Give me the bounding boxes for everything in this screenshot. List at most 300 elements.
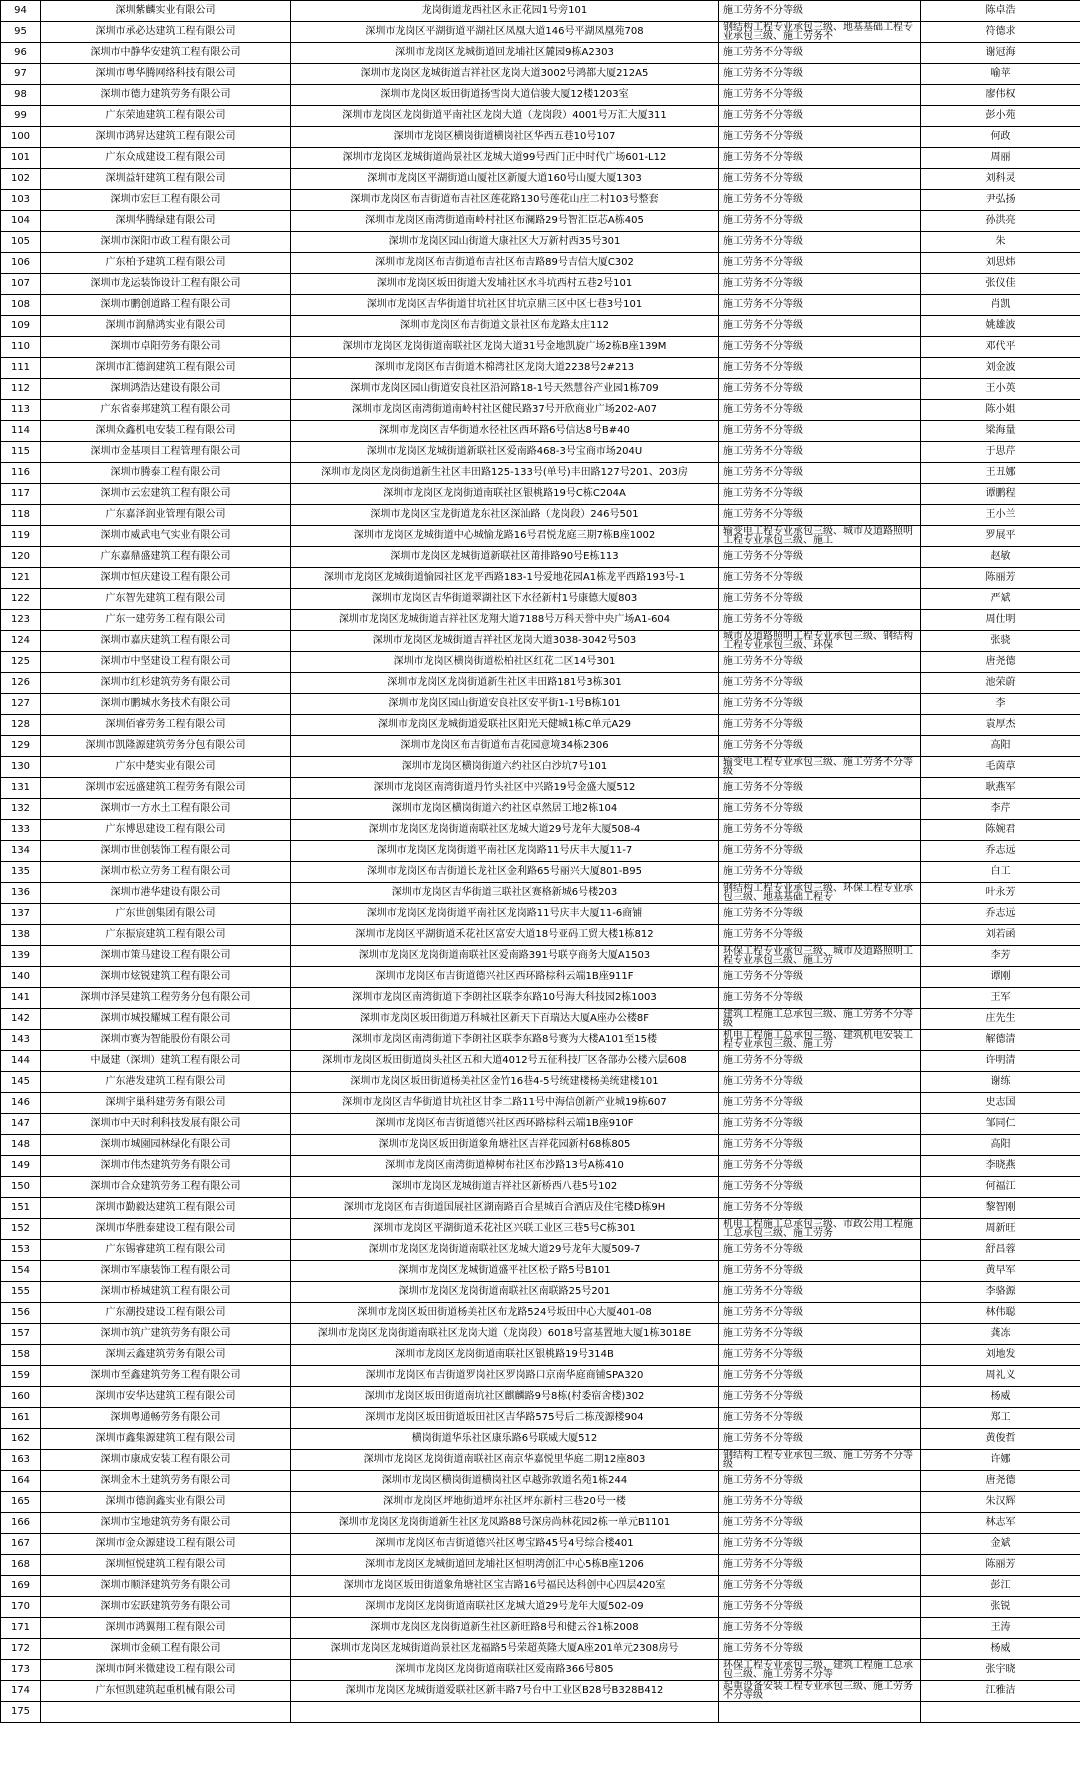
qualification-cell: 钢结构工程专业承包三级、地基基础工程专业承包三级、施工劳务不: [719, 22, 921, 43]
qualification-cell: 施工劳务不分等级: [719, 1366, 921, 1387]
qualification-cell: 施工劳务不分等级: [719, 1639, 921, 1660]
qualification-cell: 施工劳务不分等级: [719, 673, 921, 694]
address-cell: 横岗街道华乐社区康乐路6号联威大厦512: [291, 1429, 719, 1450]
company-name-cell: 深圳市红杉建筑劳务有限公司: [41, 673, 291, 694]
table-row: [1, 1681, 1080, 1702]
company-name-cell: 深圳华腾绿建有限公司: [41, 211, 291, 232]
contact-person-cell: 尹弘扬: [921, 190, 1080, 211]
qualification-cell: 施工劳务不分等级: [719, 1513, 921, 1534]
contact-person-cell: 刘科灵: [921, 169, 1080, 190]
row-number-cell: 144: [1, 1051, 41, 1072]
contact-person-cell: 白工: [921, 862, 1080, 883]
table-row: [1, 820, 1080, 841]
contact-person-cell: 周礼义: [921, 1366, 1080, 1387]
table-row: [1, 1345, 1080, 1366]
company-name-cell: 广东荣迪建筑工程有限公司: [41, 106, 291, 127]
address-cell: [291, 1702, 719, 1723]
qualification-cell: 施工劳务不分等级: [719, 694, 921, 715]
contact-person-cell: 刘金波: [921, 358, 1080, 379]
qualification-cell: 施工劳务不分等级: [719, 1261, 921, 1282]
table-row: [1, 1093, 1080, 1114]
qualification-cell: 施工劳务不分等级: [719, 778, 921, 799]
table-row: [1, 715, 1080, 736]
qualification-cell: 机电工程施工总承包三级、建筑机电安装工程专业承包三级、施工劳: [719, 1030, 921, 1051]
company-name-cell: 深圳市港华建设有限公司: [41, 883, 291, 904]
qualification-cell: 施工劳务不分等级: [719, 1597, 921, 1618]
row-number-cell: 105: [1, 232, 41, 253]
company-name-cell: 广东博思建设工程有限公司: [41, 820, 291, 841]
row-number-cell: 150: [1, 1177, 41, 1198]
address-cell: 深圳市龙岗区坪地街道坪东社区坪东新村三巷20号一楼: [291, 1492, 719, 1513]
contact-person-cell: 李晓燕: [921, 1156, 1080, 1177]
address-cell: 深圳市龙岗区吉华街道翠湖社区下水径新村1号康德大厦803: [291, 589, 719, 610]
address-cell: 深圳市龙岗区南湾街道南岭村社区健民路37号开欣商业广场202-A07: [291, 400, 719, 421]
row-number-cell: 153: [1, 1240, 41, 1261]
address-cell: 深圳市龙岗区布吉街道布吉花园意境34栋2306: [291, 736, 719, 757]
company-name-cell: 广东恒凯建筑起重机械有限公司: [41, 1681, 291, 1702]
company-name-cell: 深圳市桥城建筑工程有限公司: [41, 1282, 291, 1303]
address-cell: 深圳市龙岗区龙岗街道新生社区丰田路181号3栋301: [291, 673, 719, 694]
qualification-cell: 施工劳务不分等级: [719, 1387, 921, 1408]
row-number-cell: 111: [1, 358, 41, 379]
address-cell: 深圳市龙岗区坂田街道坂田社区吉华路575号后二栋茂源楼904: [291, 1408, 719, 1429]
qualification-cell: 施工劳务不分等级: [719, 148, 921, 169]
address-cell: 深圳市龙岗区龙城街道吉祥社区龙岗大道3002号鸿都大厦212A5: [291, 64, 719, 85]
table-row: [1, 1030, 1080, 1051]
address-cell: 深圳市龙岗区龙岗街道平南社区龙岗路11号庆丰大厦11-6商铺: [291, 904, 719, 925]
row-number-cell: 117: [1, 484, 41, 505]
contact-person-cell: 张宇晓: [921, 1660, 1080, 1681]
contact-person-cell: 李芳: [921, 946, 1080, 967]
address-cell: 深圳市龙岗区平湖街道平湖社区凤凰大道146号平湖凤凰苑708: [291, 22, 719, 43]
table-row: [1, 1429, 1080, 1450]
row-number-cell: 148: [1, 1135, 41, 1156]
contact-person-cell: 孙洪亮: [921, 211, 1080, 232]
table-row: [1, 316, 1080, 337]
address-cell: 深圳市龙岗区龙岗街道南联社区龙岗大道31号金地凯旋广场2栋B座139M: [291, 337, 719, 358]
address-cell: 深圳市龙岗区龙岗街道新生社区新旺路8号和健云谷1栋2008: [291, 1618, 719, 1639]
qualification-cell: 建筑工程施工总承包三级、施工劳务不分等级: [719, 1009, 921, 1030]
qualification-cell: 施工劳务不分等级: [719, 1093, 921, 1114]
qualification-cell: 施工劳务不分等级: [719, 400, 921, 421]
table-row: [1, 1471, 1080, 1492]
table-row: [1, 1576, 1080, 1597]
row-number-cell: 169: [1, 1576, 41, 1597]
row-number-cell: 142: [1, 1009, 41, 1030]
address-cell: 深圳市龙岗区吉华街道甘坑社区甘李二路11号中海信创新产业城19栋607: [291, 1093, 719, 1114]
qualification-cell: 施工劳务不分等级: [719, 379, 921, 400]
qualification-cell: 施工劳务不分等级: [719, 1534, 921, 1555]
company-name-cell: 深圳市宏跃建筑劳务有限公司: [41, 1597, 291, 1618]
company-name-cell: 广东港发建筑工程有限公司: [41, 1072, 291, 1093]
address-cell: 深圳市龙岗区布吉街道德兴社区西环路棕科云端1B座911F: [291, 967, 719, 988]
address-cell: 深圳市龙岗区南湾街道丹竹头社区中兴路19号金盛大厦512: [291, 778, 719, 799]
row-number-cell: 155: [1, 1282, 41, 1303]
table-row: [1, 1555, 1080, 1576]
qualification-cell: 施工劳务不分等级: [719, 442, 921, 463]
company-name-cell: [41, 1702, 291, 1723]
company-name-cell: 深圳市策马建设工程有限公司: [41, 946, 291, 967]
company-name-cell: 广东省泰邦建筑工程有限公司: [41, 400, 291, 421]
table-row: [1, 736, 1080, 757]
qualification-cell: 施工劳务不分等级: [719, 85, 921, 106]
table-row: [1, 904, 1080, 925]
address-cell: 深圳市龙岗区坂田街道扬雪岗大道信骏大厦12楼1203室: [291, 85, 719, 106]
company-name-cell: 深圳市德力建筑劳务有限公司: [41, 85, 291, 106]
contact-person-cell: 于思芹: [921, 442, 1080, 463]
table-row: [1, 484, 1080, 505]
row-number-cell: 115: [1, 442, 41, 463]
company-name-cell: 深圳市赛为智能股份有限公司: [41, 1030, 291, 1051]
table-row: [1, 22, 1080, 43]
row-number-cell: 107: [1, 274, 41, 295]
qualification-cell: 施工劳务不分等级: [719, 274, 921, 295]
row-number-cell: 110: [1, 337, 41, 358]
address-cell: 深圳市龙岗区布吉街道德兴社区西环路棕科云端1B座910F: [291, 1114, 719, 1135]
row-number-cell: 138: [1, 925, 41, 946]
table-row: [1, 1156, 1080, 1177]
address-cell: 深圳市龙岗区龙岗街道南联社区龙岗大道（龙岗段）6018号富基置地大厦1栋3018E: [291, 1324, 719, 1345]
contact-person-cell: 舒昌蓉: [921, 1240, 1080, 1261]
company-name-cell: 深圳市金基项目工程管理有限公司: [41, 442, 291, 463]
address-cell: 深圳市龙岗区坂田街道象角塘社区宝吉路16号福民达科创中心四层420室: [291, 1576, 719, 1597]
contact-person-cell: 耿燕军: [921, 778, 1080, 799]
table-row: [1, 1219, 1080, 1240]
row-number-cell: 125: [1, 652, 41, 673]
table-row: [1, 1492, 1080, 1513]
contact-person-cell: 彭江: [921, 1576, 1080, 1597]
table-row: [1, 232, 1080, 253]
row-number-cell: 118: [1, 505, 41, 526]
address-cell: 深圳市龙岗区布吉街道长龙社区金利路65号丽兴大厦801-B95: [291, 862, 719, 883]
contact-person-cell: 陈丽芳: [921, 1555, 1080, 1576]
row-number-cell: 127: [1, 694, 41, 715]
company-name-cell: 深圳市凯隆源建筑劳务分包有限公司: [41, 736, 291, 757]
company-name-cell: 深圳市鹏城水务技术有限公司: [41, 694, 291, 715]
contact-person-cell: 邓代平: [921, 337, 1080, 358]
qualification-cell: 施工劳务不分等级: [719, 1471, 921, 1492]
address-cell: 深圳市龙岗区龙岗街道新生社区丰田路125-133号(单号)丰田路127号201、203房: [291, 463, 719, 484]
qualification-cell: 钢结构工程专业承包三级、施工劳务不分等级: [719, 1450, 921, 1471]
qualification-cell: 施工劳务不分等级: [719, 967, 921, 988]
contact-person-cell: 刘地发: [921, 1345, 1080, 1366]
company-name-cell: 深圳佰睿劳务工程有限公司: [41, 715, 291, 736]
row-number-cell: 173: [1, 1660, 41, 1681]
row-number-cell: 164: [1, 1471, 41, 1492]
table-row: [1, 652, 1080, 673]
row-number-cell: 143: [1, 1030, 41, 1051]
company-name-cell: 广东中楚实业有限公司: [41, 757, 291, 778]
table-row: [1, 694, 1080, 715]
table-row: [1, 85, 1080, 106]
contact-person-cell: 王小英: [921, 379, 1080, 400]
table-row: [1, 1450, 1080, 1471]
company-name-cell: 深圳市宏远盛建筑工程劳务有限公司: [41, 778, 291, 799]
row-number-cell: 151: [1, 1198, 41, 1219]
company-name-cell: 深圳市宝地建筑劳务有限公司: [41, 1513, 291, 1534]
contact-person-cell: 刘思炜: [921, 253, 1080, 274]
contact-person-cell: 朱汉辉: [921, 1492, 1080, 1513]
company-name-cell: 深圳市中静华安建筑工程有限公司: [41, 43, 291, 64]
row-number-cell: 172: [1, 1639, 41, 1660]
qualification-cell: [719, 1702, 921, 1723]
table-row: [1, 211, 1080, 232]
row-number-cell: 96: [1, 43, 41, 64]
address-cell: 深圳市龙岗区南湾街道下李朗社区联李东路8号赛为大楼A101至15楼: [291, 1030, 719, 1051]
company-name-cell: 深圳市恒庆建设工程有限公司: [41, 568, 291, 589]
row-number-cell: 104: [1, 211, 41, 232]
company-name-cell: 深圳市德润鑫实业有限公司: [41, 1492, 291, 1513]
company-name-cell: 深圳市润鼎鸿实业有限公司: [41, 316, 291, 337]
row-number-cell: 167: [1, 1534, 41, 1555]
address-cell: 深圳市龙岗区布吉街道木棉湾社区龙岗大道2238号2#213: [291, 358, 719, 379]
contact-person-cell: 张仪佳: [921, 274, 1080, 295]
row-number-cell: 132: [1, 799, 41, 820]
contact-person-cell: 池荣蔚: [921, 673, 1080, 694]
qualification-cell: 施工劳务不分等级: [719, 127, 921, 148]
address-cell: 深圳市龙岗区龙城街道盛平社区松子路5号B101: [291, 1261, 719, 1282]
table-row: [1, 841, 1080, 862]
qualification-cell: 施工劳务不分等级: [719, 1240, 921, 1261]
contact-person-cell: 史志国: [921, 1093, 1080, 1114]
address-cell: 深圳市龙岗区横岗街道六约社区白沙坑7号101: [291, 757, 719, 778]
table-row: [1, 1324, 1080, 1345]
company-name-cell: 广东潮投建设工程有限公司: [41, 1303, 291, 1324]
qualification-cell: 施工劳务不分等级: [719, 1618, 921, 1639]
address-cell: 深圳市龙岗区龙岗街道南联社区爱南路391号联亨商务大厦A1503: [291, 946, 719, 967]
address-cell: 深圳市龙岗区龙岗街道南联社区龙城大道29号龙年大厦502-09: [291, 1597, 719, 1618]
qualification-cell: 施工劳务不分等级: [719, 547, 921, 568]
company-name-cell: 深圳市康成安装工程有限公司: [41, 1450, 291, 1471]
qualification-cell: 施工劳务不分等级: [719, 484, 921, 505]
table-row: [1, 1660, 1080, 1681]
table-row: [1, 1240, 1080, 1261]
row-number-cell: 106: [1, 253, 41, 274]
table-row: [1, 568, 1080, 589]
contact-person-cell: 严斌: [921, 589, 1080, 610]
qualification-cell: 施工劳务不分等级: [719, 799, 921, 820]
contact-person-cell: 符德求: [921, 22, 1080, 43]
qualification-cell: 施工劳务不分等级: [719, 1156, 921, 1177]
qualification-cell: 施工劳务不分等级: [719, 736, 921, 757]
qualification-cell: 输变电工程专业承包三级、城市及道路照明工程专业承包三级、施工: [719, 526, 921, 547]
qualification-cell: 环保工程专业承包三级、建筑工程施工总承包三级、施工劳务不分等: [719, 1660, 921, 1681]
company-name-cell: 深圳市金众源建设工程有限公司: [41, 1534, 291, 1555]
address-cell: 深圳市龙岗区坂田街道杨美社区金竹16巷4-5号统建楼杨美统建楼101: [291, 1072, 719, 1093]
company-name-cell: 深圳市鸿昇达建筑工程有限公司: [41, 127, 291, 148]
company-name-cell: 深圳金木土建筑劳务有限公司: [41, 1471, 291, 1492]
qualification-cell: 钢结构工程专业承包三级、环保工程专业承包三级、地基基础工程专: [719, 883, 921, 904]
address-cell: 深圳市龙岗区龙城街道尚景社区龙福路5号荣超英隆大厦A座201单元2308房号: [291, 1639, 719, 1660]
company-name-cell: 深圳市伟杰建筑劳务有限公司: [41, 1156, 291, 1177]
row-number-cell: 109: [1, 316, 41, 337]
contact-person-cell: 邹同仁: [921, 1114, 1080, 1135]
company-name-cell: 深圳市承必达建筑工程有限公司: [41, 22, 291, 43]
qualification-cell: 施工劳务不分等级: [719, 1135, 921, 1156]
company-name-cell: 深圳市炫锐建筑工程有限公司: [41, 967, 291, 988]
row-number-cell: 163: [1, 1450, 41, 1471]
contact-person-cell: 许明清: [921, 1051, 1080, 1072]
contact-person-cell: 谢冠海: [921, 43, 1080, 64]
contact-person-cell: 许娜: [921, 1450, 1080, 1471]
row-number-cell: 126: [1, 673, 41, 694]
contact-person-cell: 叶永芳: [921, 883, 1080, 904]
table-row: [1, 1303, 1080, 1324]
row-number-cell: 133: [1, 820, 41, 841]
table-row: [1, 1114, 1080, 1135]
qualification-cell: 施工劳务不分等级: [719, 1198, 921, 1219]
contact-person-cell: 周仕明: [921, 610, 1080, 631]
address-cell: 深圳市龙岗区龙城街道爱联社区新丰路7号台中工业区B28号B328B412: [291, 1681, 719, 1702]
row-number-cell: 152: [1, 1219, 41, 1240]
qualification-cell: 施工劳务不分等级: [719, 316, 921, 337]
qualification-cell: 施工劳务不分等级: [719, 1429, 921, 1450]
address-cell: 深圳市龙岗区龙岗街道南联社区龙城大道29号龙年大厦509-7: [291, 1240, 719, 1261]
contact-person-cell: 姚雄波: [921, 316, 1080, 337]
address-cell: 深圳市龙岗区布吉街道文景社区布龙路太庄112: [291, 316, 719, 337]
row-number-cell: 170: [1, 1597, 41, 1618]
table-row: [1, 169, 1080, 190]
contact-person-cell: 赵敏: [921, 547, 1080, 568]
qualification-cell: 施工劳务不分等级: [719, 1555, 921, 1576]
company-name-cell: 广东众成建设工程有限公司: [41, 148, 291, 169]
qualification-cell: 施工劳务不分等级: [719, 1492, 921, 1513]
address-cell: 深圳市龙岗区南湾街道南岭村社区布澜路29号智汇臣芯A栋405: [291, 211, 719, 232]
qualification-cell: 施工劳务不分等级: [719, 1282, 921, 1303]
company-name-cell: 深圳市安华达建筑工程有限公司: [41, 1387, 291, 1408]
table-row: [1, 505, 1080, 526]
company-name-cell: 深圳粤通畅劳务有限公司: [41, 1408, 291, 1429]
row-number-cell: 103: [1, 190, 41, 211]
row-number-cell: 168: [1, 1555, 41, 1576]
row-number-cell: 146: [1, 1093, 41, 1114]
table-row: [1, 253, 1080, 274]
address-cell: 深圳市龙岗区龙城街道吉祥社区新桥西八巷5号102: [291, 1177, 719, 1198]
table-row: [1, 1597, 1080, 1618]
table-row: [1, 1051, 1080, 1072]
table-row: [1, 1072, 1080, 1093]
contact-person-cell: 黄早军: [921, 1261, 1080, 1282]
contact-person-cell: 肖凯: [921, 295, 1080, 316]
table-row: [1, 1639, 1080, 1660]
row-number-cell: 175: [1, 1702, 41, 1723]
company-name-cell: 深圳众鑫机电安装工程有限公司: [41, 421, 291, 442]
row-number-cell: 114: [1, 421, 41, 442]
qualification-cell: 施工劳务不分等级: [719, 295, 921, 316]
address-cell: 深圳市龙岗区龙城街道新联社区莆排路90号E栋113: [291, 547, 719, 568]
table-row: [1, 148, 1080, 169]
contact-person-cell: 李: [921, 694, 1080, 715]
contact-person-cell: 乔志远: [921, 904, 1080, 925]
company-name-cell: 深圳市腾泰工程有限公司: [41, 463, 291, 484]
qualification-cell: 施工劳务不分等级: [719, 1576, 921, 1597]
row-number-cell: 120: [1, 547, 41, 568]
qualification-cell: 施工劳务不分等级: [719, 925, 921, 946]
qualification-cell: 施工劳务不分等级: [719, 1408, 921, 1429]
address-cell: 深圳市龙岗区龙城街道愉园社区龙平西路183-1号爱地花园A1栋龙平西路193号-1: [291, 568, 719, 589]
address-cell: 深圳市龙岗区横岗街道横岗社区华西五巷10号107: [291, 127, 719, 148]
address-cell: 深圳市龙岗区布吉街道布吉社区布吉路89号吉信大厦C302: [291, 253, 719, 274]
company-name-cell: 广东世创集团有限公司: [41, 904, 291, 925]
table-row: [1, 274, 1080, 295]
address-cell: 深圳市龙岗区龙岗街道平南社区龙岗路11号庆丰大厦11-7: [291, 841, 719, 862]
table-row: [1, 1408, 1080, 1429]
table-row: [1, 673, 1080, 694]
company-name-cell: 深圳市宏巨工程有限公司: [41, 190, 291, 211]
table-row: [1, 988, 1080, 1009]
company-name-cell: 深圳市华胜泰建设工程有限公司: [41, 1219, 291, 1240]
contact-person-cell: 梁海量: [921, 421, 1080, 442]
address-cell: 深圳市龙岗区龙岗街道南联社区银桃路19号314B: [291, 1345, 719, 1366]
address-cell: 深圳市龙岗区龙城街道爱联社区阳光天健城1栋C单元A29: [291, 715, 719, 736]
company-name-cell: 深圳市合众建筑劳务工程有限公司: [41, 1177, 291, 1198]
address-cell: 深圳市龙岗区龙岗街道新生社区龙凤路88号深房尚林花园2栋一单元B1101: [291, 1513, 719, 1534]
row-number-cell: 156: [1, 1303, 41, 1324]
table-row: [1, 337, 1080, 358]
row-number-cell: 165: [1, 1492, 41, 1513]
table-row: [1, 400, 1080, 421]
row-number-cell: 123: [1, 610, 41, 631]
table-row: [1, 589, 1080, 610]
table-row: [1, 463, 1080, 484]
company-name-cell: 广东嘉泽润业管理有限公司: [41, 505, 291, 526]
company-name-cell: 深圳市勤毅达建筑工程有限公司: [41, 1198, 291, 1219]
contact-person-cell: 刘若函: [921, 925, 1080, 946]
qualification-cell: 起重设备安装工程专业承包三级、施工劳务不分等级: [719, 1681, 921, 1702]
address-cell: 深圳市龙岗区龙城街道尚景社区龙城大道99号西门正中时代广场601-L12: [291, 148, 719, 169]
address-cell: 深圳市龙岗区南湾街道下李朗社区联李东路10号海大科技园2栋1003: [291, 988, 719, 1009]
table-row: [1, 1366, 1080, 1387]
qualification-cell: 施工劳务不分等级: [719, 463, 921, 484]
row-number-cell: 161: [1, 1408, 41, 1429]
qualification-cell: 施工劳务不分等级: [719, 1345, 921, 1366]
table-row: [1, 421, 1080, 442]
row-number-cell: 174: [1, 1681, 41, 1702]
table-row: [1, 1513, 1080, 1534]
contact-person-cell: 陈丽芳: [921, 568, 1080, 589]
address-cell: 深圳市龙岗区龙岗街道南联社区龙城大道29号龙年大厦508-4: [291, 820, 719, 841]
row-number-cell: 128: [1, 715, 41, 736]
qualification-cell: 施工劳务不分等级: [719, 1051, 921, 1072]
company-name-cell: 深圳云鑫建筑劳务有限公司: [41, 1345, 291, 1366]
table-row: [1, 757, 1080, 778]
company-name-cell: 深圳市阿米微建设工程有限公司: [41, 1660, 291, 1681]
contact-person-cell: 陈婉君: [921, 820, 1080, 841]
qualification-cell: 城市及道路照明工程专业承包三级、钢结构工程专业承包三级、环保: [719, 631, 921, 652]
row-number-cell: 129: [1, 736, 41, 757]
company-name-cell: 中晟建（深圳）建筑工程有限公司: [41, 1051, 291, 1072]
qualification-cell: 施工劳务不分等级: [719, 358, 921, 379]
contact-person-cell: 乔志远: [921, 841, 1080, 862]
row-number-cell: 124: [1, 631, 41, 652]
contact-person-cell: 黄俊哲: [921, 1429, 1080, 1450]
contact-person-cell: 周新旺: [921, 1219, 1080, 1240]
contact-person-cell: 龚冻: [921, 1324, 1080, 1345]
company-name-cell: 深圳市一方水土工程有限公司: [41, 799, 291, 820]
table-row: [1, 631, 1080, 652]
qualification-cell: 施工劳务不分等级: [719, 43, 921, 64]
qualification-cell: 施工劳务不分等级: [719, 1303, 921, 1324]
company-name-cell: 深圳市金硕工程有限公司: [41, 1639, 291, 1660]
row-number-cell: 166: [1, 1513, 41, 1534]
row-number-cell: 160: [1, 1387, 41, 1408]
company-name-cell: 深圳市城投耀城工程有限公司: [41, 1009, 291, 1030]
address-cell: 深圳市龙岗区吉华街道甘坑社区甘坑京鼎三区中区七巷3号101: [291, 295, 719, 316]
company-name-cell: 深圳市云宏建筑工程有限公司: [41, 484, 291, 505]
company-name-cell: 深圳鸿浩达建设有限公司: [41, 379, 291, 400]
contact-person-cell: 袁厚杰: [921, 715, 1080, 736]
contact-person-cell: 林伟聪: [921, 1303, 1080, 1324]
